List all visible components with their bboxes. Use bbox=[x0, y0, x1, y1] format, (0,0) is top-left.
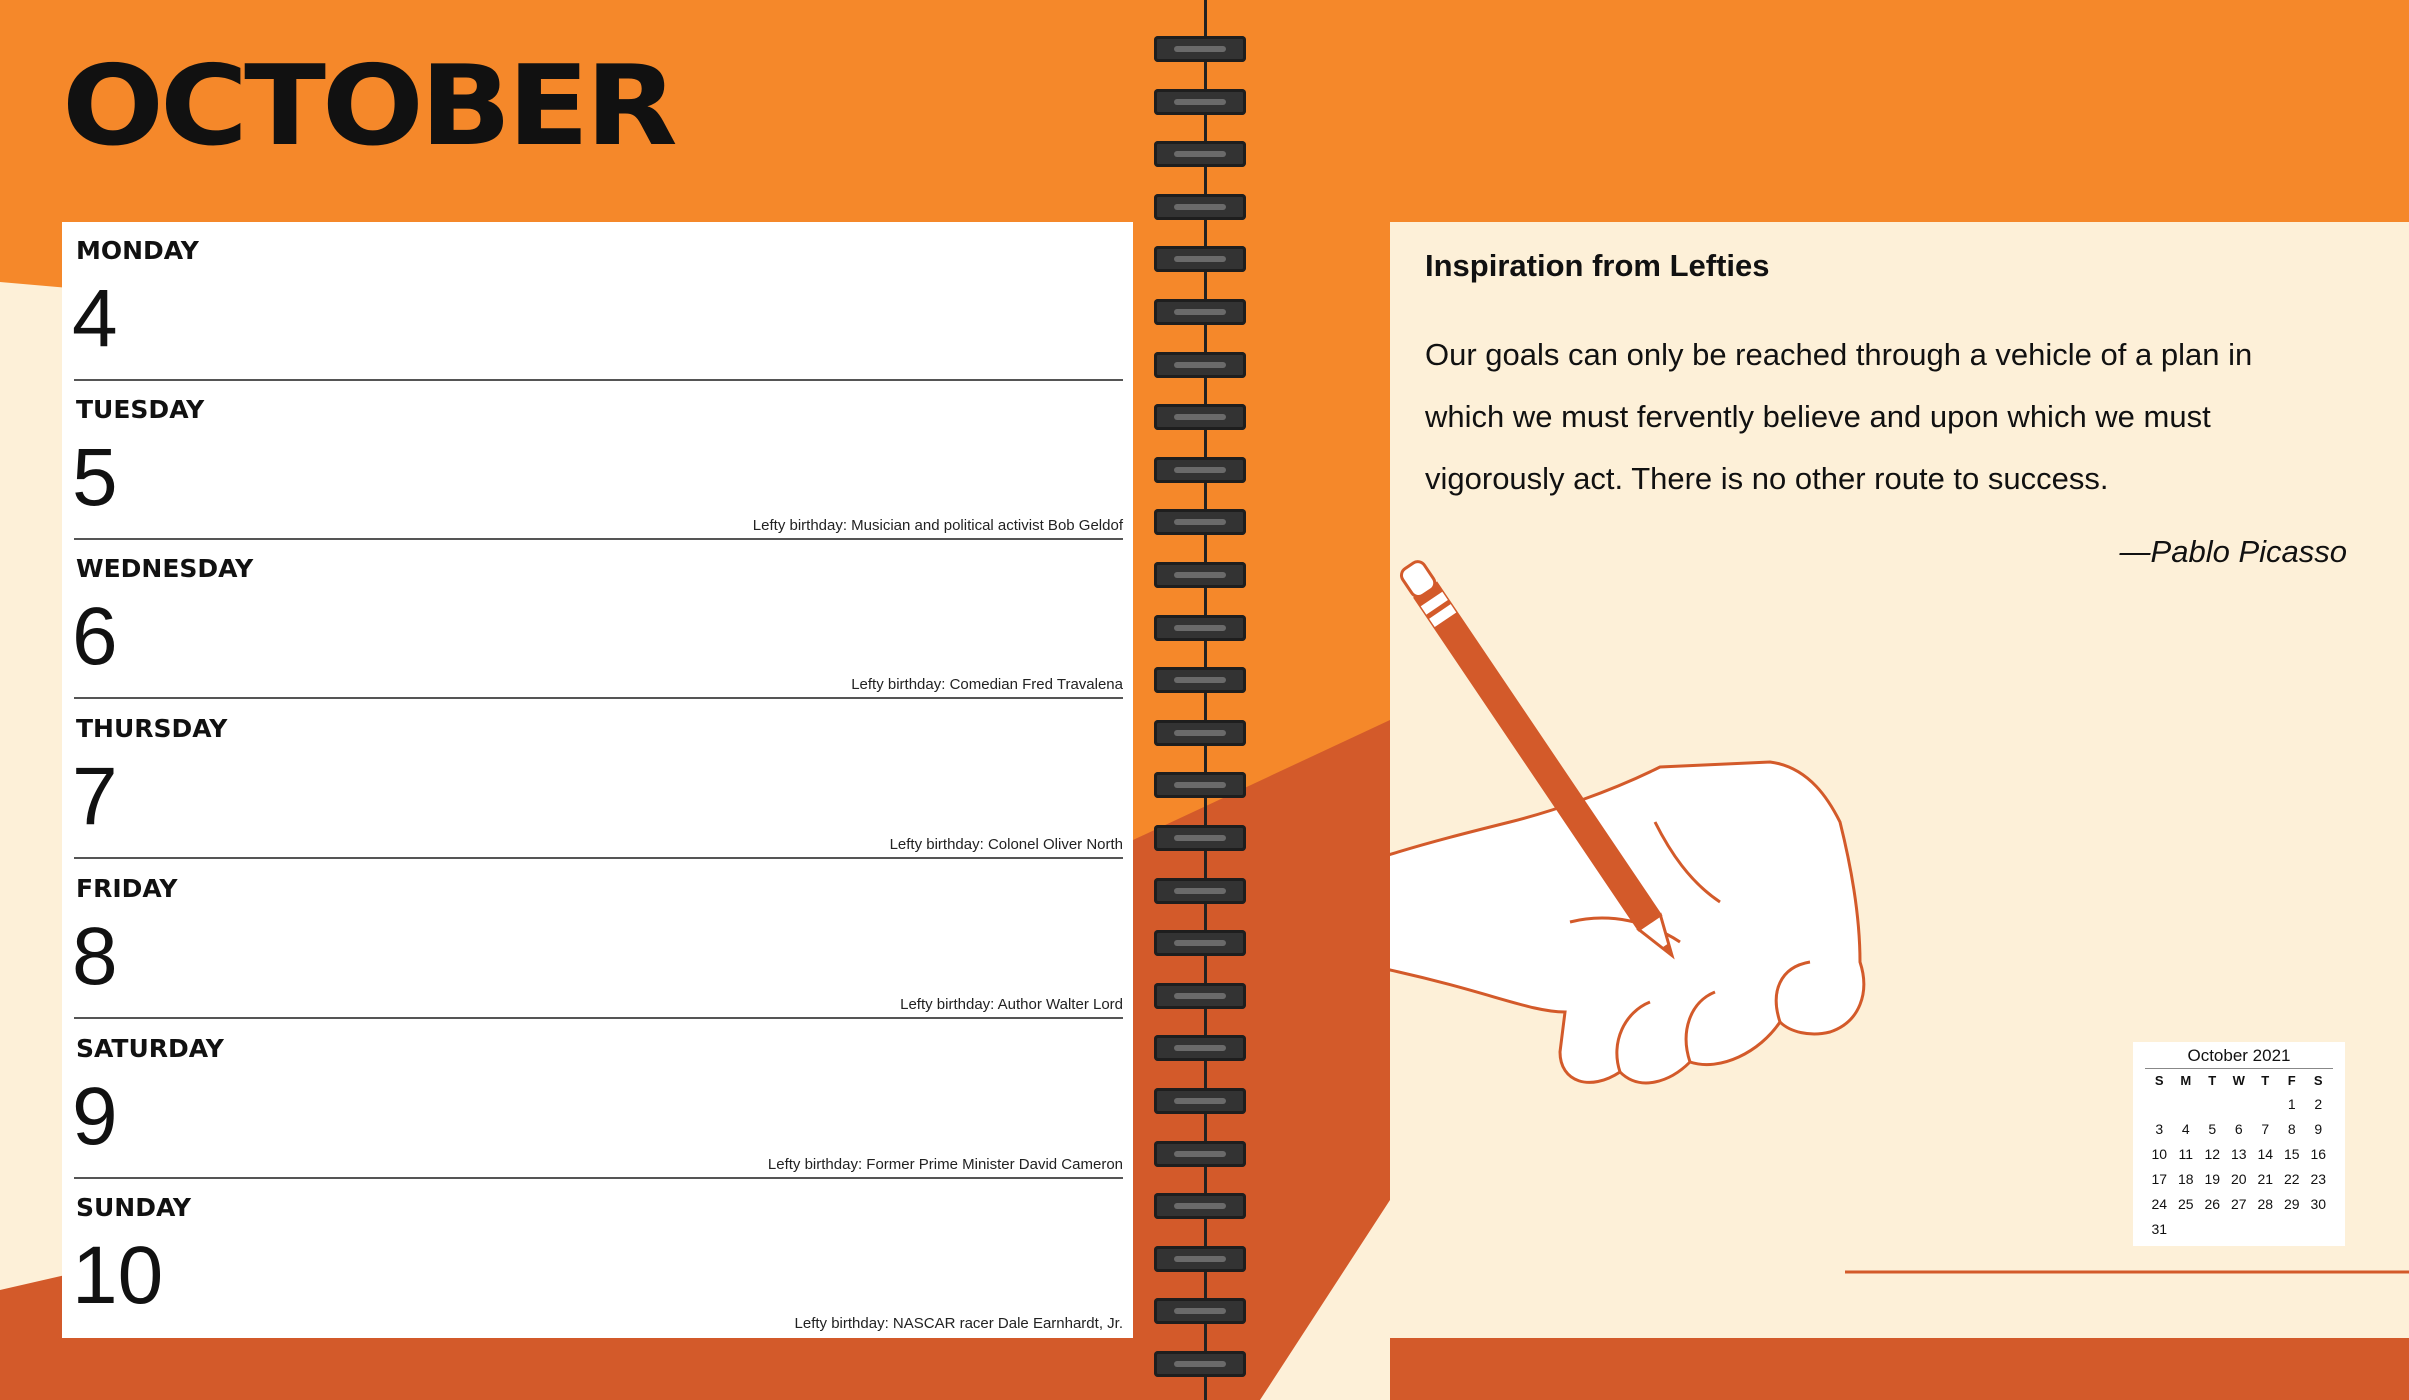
date-cell: 25 bbox=[2177, 1196, 2194, 1212]
month-title: OCTOBER bbox=[62, 42, 674, 171]
spiral-ring bbox=[1154, 983, 1246, 1009]
spiral-ring bbox=[1154, 246, 1246, 272]
day-row-saturday[interactable] bbox=[62, 1020, 1133, 1179]
date-cell: 16 bbox=[2310, 1146, 2327, 1162]
day-row-thursday[interactable] bbox=[62, 700, 1133, 859]
day-row-sunday[interactable] bbox=[62, 1179, 1133, 1338]
weekday-header: S bbox=[2154, 1073, 2164, 1088]
spiral-ring bbox=[1154, 1298, 1246, 1324]
spiral-ring bbox=[1154, 194, 1246, 220]
day-name: MONDAY bbox=[76, 236, 199, 265]
spiral-ring bbox=[1154, 457, 1246, 483]
spiral-ring bbox=[1154, 352, 1246, 378]
spiral-ring bbox=[1154, 562, 1246, 588]
day-divider bbox=[74, 857, 1123, 859]
spiral-ring bbox=[1154, 1246, 1246, 1272]
day-note: Lefty birthday: Colonel Oliver North bbox=[889, 836, 1123, 853]
date-cell: 8 bbox=[2287, 1121, 2296, 1137]
date-cell: 17 bbox=[2151, 1171, 2168, 1187]
date-cell: 23 bbox=[2310, 1171, 2327, 1187]
weekday-header: S bbox=[2313, 1073, 2323, 1088]
date-cell bbox=[2226, 1093, 2253, 1116]
day-name: SATURDAY bbox=[76, 1034, 224, 1063]
weekday-header: W bbox=[2232, 1073, 2245, 1088]
date-cell: 24 bbox=[2151, 1196, 2168, 1212]
spiral-ring bbox=[1154, 772, 1246, 798]
date-cell bbox=[2199, 1093, 2226, 1116]
spiral-ring bbox=[1154, 1141, 1246, 1167]
date-cell: 12 bbox=[2204, 1146, 2221, 1162]
day-name: WEDNESDAY bbox=[76, 554, 254, 583]
date-cell: 1 bbox=[2287, 1096, 2296, 1112]
date-cell: 28 bbox=[2257, 1196, 2274, 1212]
day-number: 10 bbox=[72, 1230, 164, 1321]
date-cell: 2 bbox=[2314, 1096, 2323, 1112]
spiral-ring bbox=[1154, 36, 1246, 62]
date-cell: 13 bbox=[2230, 1146, 2247, 1162]
quote-text: Our goals can only be reached through a vehicle of a plan in which we must fervently believe and upon which we must vigorously act. There is no other route to success. bbox=[1425, 337, 2253, 496]
weekday-header: T bbox=[2208, 1073, 2217, 1088]
spiral-ring bbox=[1154, 930, 1246, 956]
quote-heading: Inspiration from Lefties bbox=[1425, 248, 1770, 283]
day-row-monday[interactable] bbox=[62, 222, 1133, 381]
date-cell: 6 bbox=[2234, 1121, 2243, 1137]
spiral-ring bbox=[1154, 141, 1246, 167]
day-divider bbox=[74, 697, 1123, 699]
weekday-header: T bbox=[2261, 1073, 2270, 1088]
date-cell: 4 bbox=[2181, 1121, 2190, 1137]
day-row-tuesday[interactable] bbox=[62, 381, 1133, 540]
spiral-ring bbox=[1154, 89, 1246, 115]
day-row-friday[interactable] bbox=[62, 860, 1133, 1019]
date-cell: 11 bbox=[2178, 1146, 2194, 1162]
date-cell: 29 bbox=[2283, 1196, 2300, 1212]
day-number: 6 bbox=[72, 591, 118, 682]
day-name: THURSDAY bbox=[76, 714, 228, 743]
day-name: SUNDAY bbox=[76, 1193, 192, 1222]
spiral-ring bbox=[1154, 509, 1246, 535]
date-cell: 15 bbox=[2283, 1146, 2300, 1162]
mini-calendar bbox=[2133, 1042, 2345, 1246]
date-cell: 21 bbox=[2257, 1171, 2274, 1187]
spiral-ring bbox=[1154, 1193, 1246, 1219]
day-name: TUESDAY bbox=[76, 395, 205, 424]
spiral-ring bbox=[1154, 1351, 1246, 1377]
day-note: Lefty birthday: Author Walter Lord bbox=[900, 996, 1123, 1013]
weekday-header: F bbox=[2287, 1073, 2296, 1088]
quote-page bbox=[1390, 222, 2409, 1338]
weekday-header: M bbox=[2180, 1073, 2192, 1088]
spiral-ring bbox=[1154, 1035, 1246, 1061]
spiral-ring bbox=[1154, 878, 1246, 904]
day-note: Lefty birthday: NASCAR racer Dale Earnhardt, Jr. bbox=[794, 1315, 1123, 1332]
date-cell: 30 bbox=[2310, 1196, 2327, 1212]
date-cell: 26 bbox=[2204, 1196, 2221, 1212]
day-note: Lefty birthday: Comedian Fred Travalena bbox=[851, 676, 1123, 693]
date-cell: 7 bbox=[2261, 1121, 2270, 1137]
weekly-planner-page bbox=[62, 222, 1133, 1338]
day-number: 4 bbox=[72, 273, 118, 364]
spiral-ring bbox=[1154, 615, 1246, 641]
date-cell bbox=[2146, 1093, 2173, 1116]
quote-author: —Pablo Picasso bbox=[2119, 534, 2347, 569]
date-cell: 14 bbox=[2257, 1146, 2274, 1162]
spiral-ring bbox=[1154, 404, 1246, 430]
date-cell: 9 bbox=[2314, 1121, 2323, 1137]
date-cell bbox=[2173, 1093, 2200, 1116]
spiral-ring bbox=[1154, 299, 1246, 325]
spiral-ring bbox=[1154, 1088, 1246, 1114]
date-cell: 27 bbox=[2230, 1196, 2247, 1212]
day-number: 8 bbox=[72, 911, 118, 1002]
date-cell: 18 bbox=[2177, 1171, 2194, 1187]
date-cell: 19 bbox=[2204, 1171, 2221, 1187]
day-divider bbox=[74, 1017, 1123, 1019]
mini-calendar-title: October 2021 bbox=[2145, 1042, 2333, 1069]
day-number: 9 bbox=[72, 1071, 118, 1162]
date-cell: 5 bbox=[2208, 1121, 2217, 1137]
date-cell bbox=[2252, 1093, 2279, 1116]
mini-calendar-grid bbox=[2146, 1071, 2345, 1241]
day-number: 7 bbox=[72, 751, 118, 842]
date-cell: 3 bbox=[2155, 1121, 2164, 1137]
date-cell: 20 bbox=[2230, 1171, 2247, 1187]
spiral-ring bbox=[1154, 720, 1246, 746]
date-cell: 22 bbox=[2283, 1171, 2300, 1187]
date-cell: 31 bbox=[2151, 1221, 2168, 1237]
day-number: 5 bbox=[72, 432, 118, 523]
spiral-ring bbox=[1154, 825, 1246, 851]
date-cell: 10 bbox=[2151, 1146, 2168, 1162]
day-note: Lefty birthday: Former Prime Minister David Cameron bbox=[767, 1156, 1123, 1173]
day-note: Lefty birthday: Musician and political activist Bob Geldof bbox=[752, 517, 1123, 534]
day-row-wednesday[interactable] bbox=[62, 540, 1133, 699]
spiral-binding-icon bbox=[1150, 0, 1260, 1400]
spiral-ring bbox=[1154, 667, 1246, 693]
day-name: FRIDAY bbox=[76, 874, 178, 903]
